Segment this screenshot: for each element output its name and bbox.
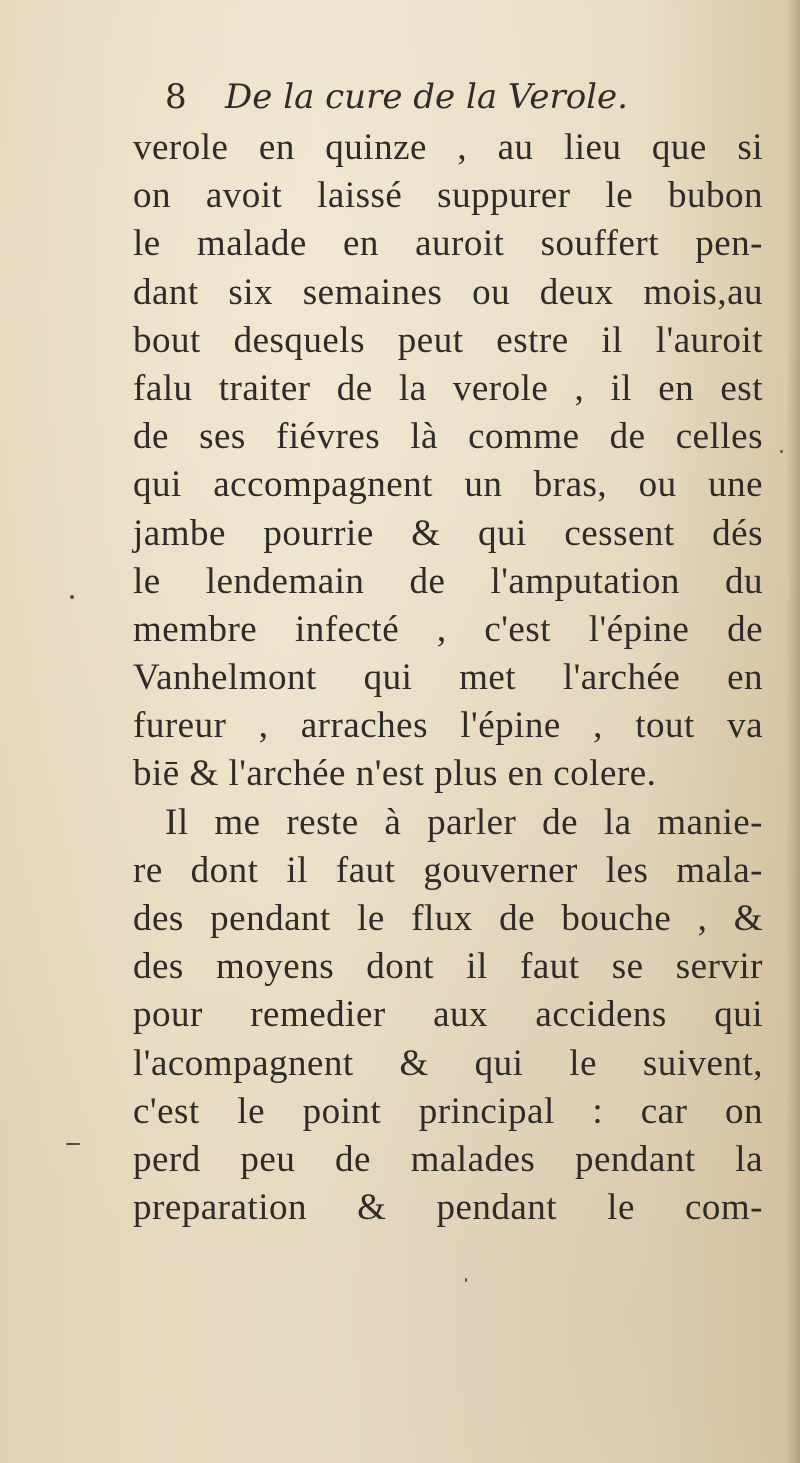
text-line: Vanhelmont qui met l'archée en (133, 657, 763, 699)
text-line: Il me reste à parler de la manie- (165, 801, 763, 843)
text-line: membre infecté , c'est l'épine de (133, 608, 763, 650)
running-title: De la cure de la Verole. (225, 77, 628, 117)
text-line: verole en quinze , au lieu que si (133, 127, 763, 168)
paper-speck (70, 595, 74, 599)
text-line: jambe pourrie & qui cessent dés (133, 512, 763, 554)
text-line: des pendant le flux de bouche , & (133, 898, 763, 939)
text-line: l'acompagnent & qui le suivent, (133, 1042, 763, 1084)
text-line: des moyens dont il faut se servir (133, 946, 763, 988)
paper-speck (66, 1143, 80, 1145)
text-line: pour remedier aux accidens qui (133, 994, 763, 1036)
text-line: bout desquels peut estre il l'auroit (133, 319, 763, 361)
text-line: biē & l'archée n'est plus en colere. (133, 753, 657, 795)
text-line: dant six semaines ou deux mois,au (133, 271, 763, 313)
paper-speck (780, 450, 783, 453)
text-line: preparation & pendant le com- (133, 1187, 763, 1229)
text-line: le malade en auroit souffert pen- (133, 223, 763, 265)
text-line: qui accompagnent un bras, ou une (133, 464, 763, 506)
text-line: c'est le point principal : car on (133, 1090, 763, 1132)
running-head (165, 72, 685, 122)
paper-speck (465, 1278, 467, 1282)
page-number: 8 (165, 77, 187, 117)
text-line: re dont il faut gouverner les mala- (133, 849, 763, 891)
page-edge-shadow (786, 0, 800, 1463)
text-line: de ses fiévres là comme de celles (133, 416, 763, 458)
text-line: perd peu de malades pendant la (133, 1138, 763, 1180)
text-line: le lendemain de l'amputation du (133, 560, 763, 602)
body-text (133, 124, 763, 1232)
text-line: falu traiter de la verole , il en est (133, 367, 763, 409)
text-line: fureur , arraches l'épine , tout va (133, 705, 763, 747)
text-line: on avoit laissé suppurer le bubon (133, 175, 763, 217)
